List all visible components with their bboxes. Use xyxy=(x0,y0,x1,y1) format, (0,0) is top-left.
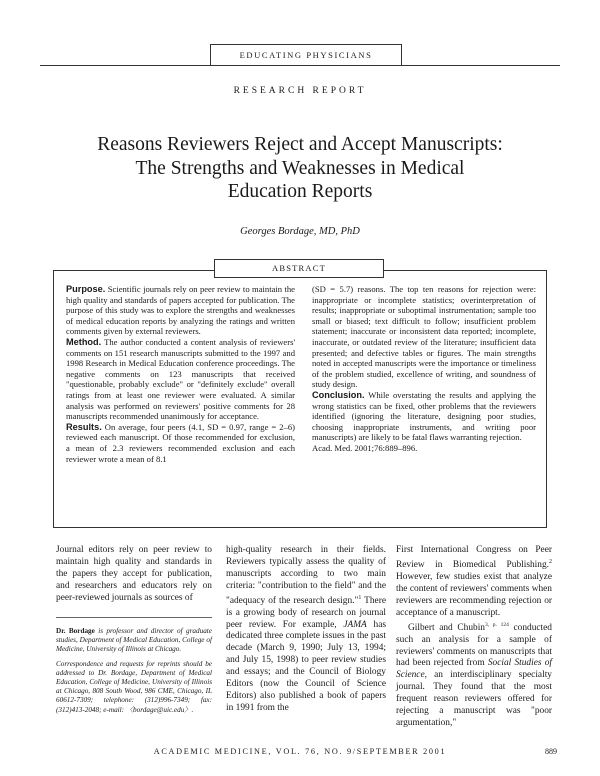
body-paragraph-1: Journal editors rely on peer review to maintain high quality and standards in the papers they accept for publication, and researchers and educators rely on peer-reviewed journals as sources of xyxy=(56,545,212,603)
reference-3: 3, p. 124 xyxy=(484,621,509,628)
col3-text-c: Gilbert and Chubin xyxy=(408,622,485,633)
body-paragraph-4 xyxy=(396,620,552,730)
jama-italic: JAMA xyxy=(343,619,367,630)
col3-text-d: conducted such an analysis for a sample of reviewers' comments on manuscripts that had been rejected from xyxy=(396,622,552,669)
abstract-purpose xyxy=(66,284,295,337)
title-line-1: Reasons Reviewers Reject and Accept Manuscripts: xyxy=(97,134,503,155)
body-paragraph-3 xyxy=(396,545,552,620)
purpose-text: Scientific journals rely on peer review to maintain the high quality and standards of papers accepted for publication. The purpose of this study was to explore the strengths and weaknesses of medical education reports by analyzing the ratings and written comments given by external reviewers. xyxy=(66,284,295,337)
abstract-left-column xyxy=(66,284,295,464)
conclusion-text: While overstating the results and applying the wrong statistics can be fixed, other problems that the reviewers identified (ignoring the literature, designing poor studies, choosing inappropriate instruments, and writing poor manuscripts) are likely to be fatal flaws warranting rejection. xyxy=(312,389,536,443)
report-type: RESEARCH REPORT xyxy=(233,86,367,96)
abstract-results xyxy=(66,422,295,464)
header-rule xyxy=(40,65,560,66)
abstract-citation: Acad. Med. 2001;76:889–896. xyxy=(312,442,418,453)
reference-2: 2 xyxy=(549,558,552,565)
col2-text-c: has dedicated three complete issues in the past decade (March 9, 1990; July 13, 1994; and July 15, 1998) to peer review studies and essays; and the Council of Biology Editors (now the Council of Science Editors) also published a book of papers in 1991 from the xyxy=(226,619,387,713)
section-tab xyxy=(210,44,402,66)
body-column-2 xyxy=(226,545,386,715)
section-label: EDUCATING PHYSICIANS xyxy=(239,50,373,60)
footnote-correspondence: Correspondence and requests for reprints should be addressed to Dr. Bordage, Department of Medical Education, College of Medicine, University of Illinois at Chicago, 808 South Wood, 986 CME, Chicago, IL 60612-7309; telephone: (312)996-7349; fax: (312)413-2048; e-mail: 〈bordage@uic.edu〉. xyxy=(56,659,212,714)
col2-text-a: high-quality research in their fields. Reviewers typically assess the quality of manuscripts according to two main criteria: "contribution to the field" and the "adequacy of the research design." xyxy=(226,545,386,606)
footnote-affiliation xyxy=(56,627,212,655)
col3-text-e: , an interdisciplinary specialty journal. They found that the most frequent reason reviewers offered for rejecting a manuscript was "poor argumentation," xyxy=(396,670,552,728)
abstract-results-continued xyxy=(312,284,536,390)
running-footer: ACADEMIC MEDICINE, VOL. 76, NO. 9/SEPTEMBER 2001 xyxy=(153,747,447,756)
author-footnote xyxy=(56,627,212,720)
journal-italic: Social Studies of Science xyxy=(396,658,553,681)
body-paragraph-2 xyxy=(226,545,386,715)
abstract-conclusion xyxy=(312,390,536,443)
title-line-3: Education Reports xyxy=(227,181,373,202)
footnote-author-name: Dr. Bordage xyxy=(56,627,95,635)
results-text-part1: On average, four peers (4.1, SD = 0.97, range = 2–6) reviewed each manuscript. Of those recommended for exclusion, a mean of 2.3 reviewers recommended exclusion and each reviewer wrote a mean of 8.1 xyxy=(66,421,295,464)
col3-text-a: First International Congress on Peer Review in Biomedical Publishing. xyxy=(396,545,552,571)
method-heading: Method. xyxy=(66,336,102,347)
body-column-1 xyxy=(56,545,212,605)
body-column-3 xyxy=(396,545,552,730)
page-number: 889 xyxy=(545,747,557,756)
abstract-label: ABSTRACT xyxy=(214,259,384,278)
conclusion-heading: Conclusion. xyxy=(312,389,365,400)
title-line-2: The Strengths and Weaknesses in Medical xyxy=(135,157,465,179)
purpose-heading: Purpose. xyxy=(66,284,106,294)
col3-text-b: However, few studies exist that analyze the content of reviewers' comments when reviewers are recommending rejection or acceptance of a manuscript. xyxy=(396,571,552,618)
abstract-method xyxy=(66,337,295,422)
footnote-affiliation-text: is professor and director of graduate studies, Department of Medical Education, College of Medicine, University of Illinois at Chicago. xyxy=(56,627,212,654)
method-text: The author conducted a content analysis of reviewers' comments on 151 research manuscripts submitted to the 1997 and 1998 Research in Medical Education conference proceedings. The negative comments on 123 manuscripts that received "questionable, probably exclude" or "definitely exclude" overall ratings from at least one reviewer were evaluated. A similar analysis was performed on reviewers' positive comments for 28 manuscripts recommended unanimously for acceptance. xyxy=(66,336,296,422)
abstract-right-column xyxy=(312,284,536,454)
reference-1: 1 xyxy=(358,594,362,601)
results-heading: Results. xyxy=(66,421,102,432)
col2-text-b: There is a growing body of research on journal peer review. For example, xyxy=(226,595,386,630)
results-text-part2: (SD = 5.7) reasons. The top ten reasons for rejection were: inappropriate or incomplete statistics; overinterpretation of results; inappropriate or suboptimal instrumentation; sample too small or biased; text difficult to follow; insufficient problem statement; inaccurate or inconsistent data reported; incomplete, inaccurate, or outdated review of the literature; insufficient data presented; and defective tables or figures. The main strengths noted in accepted manuscripts were the importance or timeliness of the problem studied, excellence of writing, and soundness of study design. xyxy=(312,284,536,390)
footnote-rule xyxy=(56,617,212,618)
article-title xyxy=(60,133,540,204)
author-byline: Georges Bordage, MD, PhD xyxy=(240,226,360,237)
